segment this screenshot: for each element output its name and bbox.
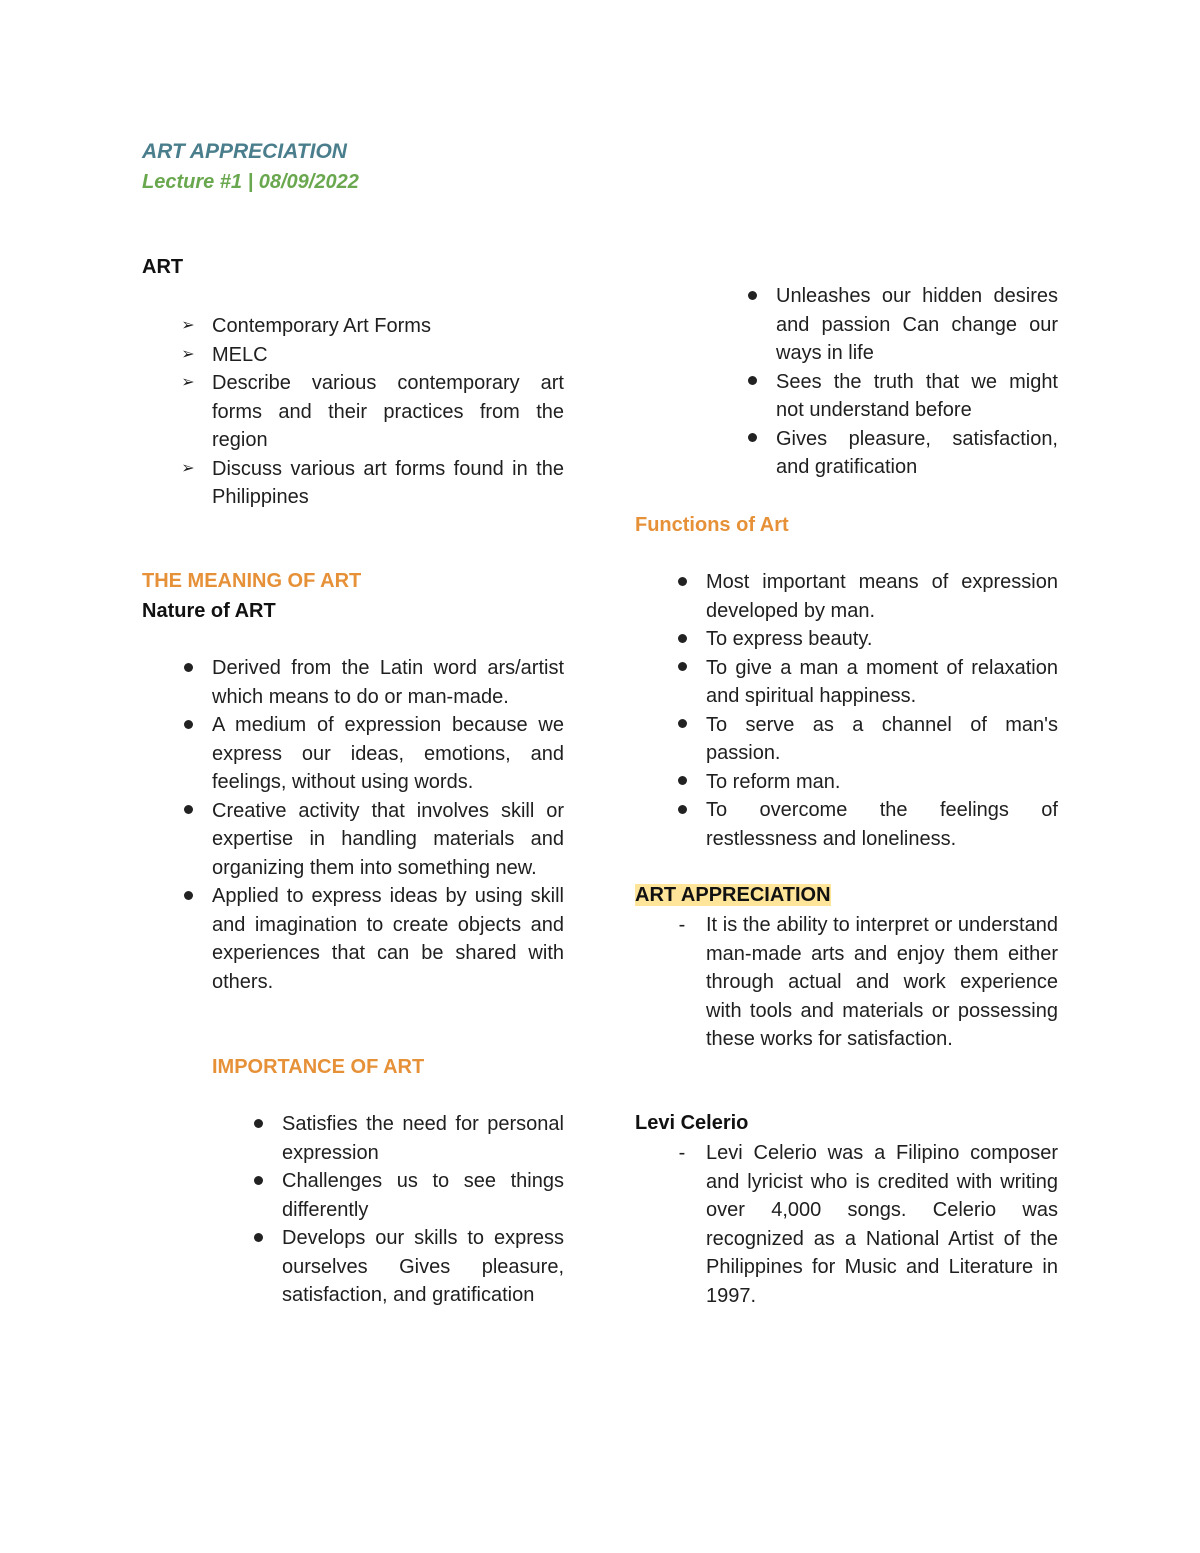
dash-bullet-icon: - [678, 1142, 686, 1164]
list-item: Satisfies the need for personal expression [282, 1110, 564, 1167]
bullet-dot-icon [670, 568, 694, 597]
arrow-bullet-icon: ➢ [181, 374, 195, 391]
art-heading: ART [142, 256, 184, 278]
list-item: To overcome the feelings of restlessness and loneliness. [706, 796, 1058, 853]
bullet-dot-icon [670, 711, 694, 740]
meaning-list [212, 654, 564, 996]
list-item: To serve as a channel of man's passion. [706, 711, 1058, 768]
bullet-dot-icon [176, 882, 200, 911]
art-list [181, 312, 564, 512]
bullet-dot-icon [740, 368, 764, 397]
list-item: Creative activity that involves skill or expertise in handling materials and organizing them into something new. [212, 797, 564, 883]
list-item: - It is the ability to interpret or understand man-made arts and enjoy them either through actual and work experience with tools and materials or possessing these works for satisfaction. [706, 911, 1058, 1054]
bullet-dot-icon [670, 796, 694, 825]
bullet-dot-icon [246, 1224, 270, 1253]
list-item: To give a man a moment of relaxation and spiritual happiness. [706, 654, 1058, 711]
list-item: ➢ Discuss various art forms found in the Philippines [212, 455, 564, 512]
bullet-dot-icon [246, 1167, 270, 1196]
bullet-dot-icon [176, 711, 200, 740]
list-item: Derived from the Latin word ars/artist which means to do or man-made. [212, 654, 564, 711]
importance-heading: IMPORTANCE OF ART [212, 1056, 425, 1078]
levi-celerio-list [678, 1139, 1058, 1310]
levi-celerio-heading: Levi Celerio [635, 1112, 749, 1134]
nature-subheading: Nature of ART [142, 600, 276, 622]
bullet-dot-icon [670, 768, 694, 797]
list-item: Unleashes our hidden desires and passion Can change our ways in life [776, 282, 1058, 368]
functions-list [706, 568, 1058, 853]
list-item: Applied to express ideas by using skill and imagination to create objects and experiences that can be shared with others. [212, 882, 564, 996]
arrow-bullet-icon: ➢ [181, 317, 195, 334]
dash-bullet-icon: - [678, 914, 686, 936]
functions-heading: Functions of Art [635, 514, 789, 536]
document-title: ART APPRECIATION [142, 140, 347, 163]
list-item: A medium of expression because we express our ideas, emotions, and feelings, without using words. [212, 711, 564, 797]
bullet-dot-icon [740, 425, 764, 454]
list-item: Challenges us to see things differently [282, 1167, 564, 1224]
arrow-bullet-icon: ➢ [181, 345, 195, 363]
meaning-heading: THE MEANING OF ART [142, 570, 362, 592]
list-item: To express beauty. [706, 625, 1058, 654]
bullet-dot-icon [740, 282, 764, 311]
appreciation-list [678, 911, 1058, 1054]
list-item: Develops our skills to express ourselves Gives pleasure, satisfaction, and gratification [282, 1224, 564, 1310]
list-item: Most important means of expression developed by man. [706, 568, 1058, 625]
bullet-dot-icon [176, 654, 200, 683]
importance-list-continued [776, 282, 1058, 482]
list-item: ➢ MELC [212, 341, 564, 370]
arrow-bullet-icon: ➢ [181, 459, 195, 477]
list-item: Sees the truth that we might not understand before [776, 368, 1058, 425]
list-item: - Levi Celerio was a Filipino composer and lyricist who is credited with writing over 4,000 songs. Celerio was recognized as a National Artist of the Philippines for Music and Literature in 1997. [706, 1139, 1058, 1310]
highlighted-text: ART APPRECIATION [635, 884, 831, 906]
bullet-dot-icon [246, 1110, 270, 1139]
list-item: To reform man. [706, 768, 1058, 797]
bullet-dot-icon [670, 654, 694, 683]
bullet-dot-icon [670, 625, 694, 654]
bullet-dot-icon [176, 797, 200, 826]
lecture-subtitle: Lecture #1 | 08/09/2022 [142, 171, 359, 193]
list-item: ➢ Contemporary Art Forms [212, 312, 564, 341]
art-appreciation-heading [635, 884, 831, 907]
list-item: Gives pleasure, satisfaction, and gratification [776, 425, 1058, 482]
list-item: ➢ Describe various contemporary art forms and their practices from the region [212, 369, 564, 455]
importance-list [282, 1110, 564, 1310]
